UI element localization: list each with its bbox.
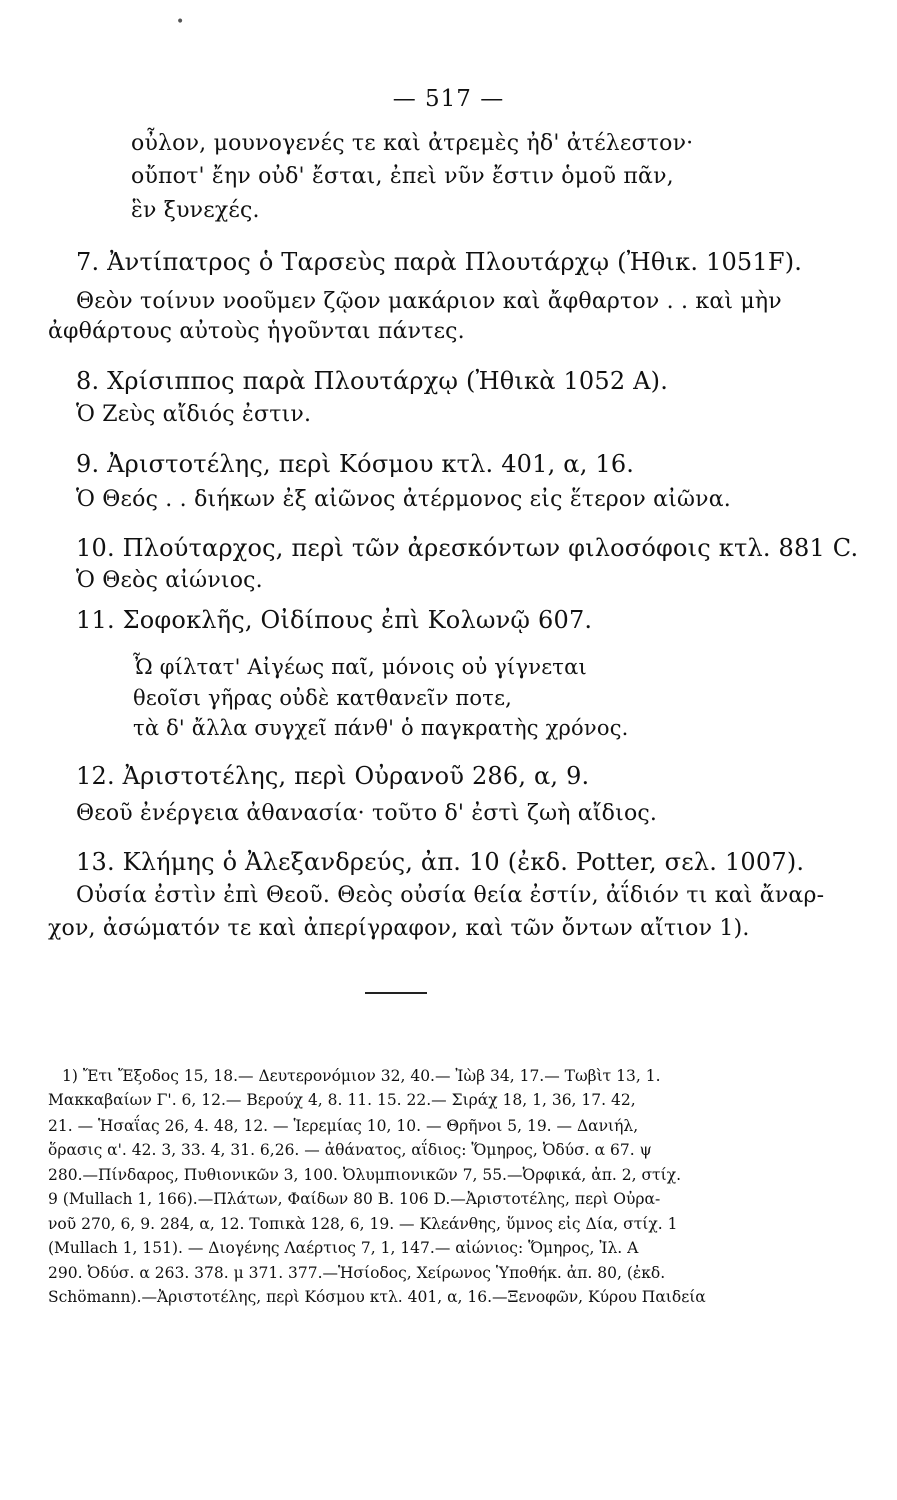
quote-line: τὰ δ' ἄλλα συγχεῖ πάνθ' ὁ παγκρατὴς χρόνος. [133,716,629,740]
verse-line: ἓν ξυνεχές. [131,198,260,223]
entry-text: Ὁ Ζεὺς αἴδιός ἐστιν. [76,402,312,427]
footnote-separator [365,992,427,994]
footnote-line: Schömann).—Ἀριστοτέλης, περὶ Κόσμου κτλ. 401, α, 16.—Ξενοφῶν, Κύρου Παιδεία [48,1288,706,1306]
footnote-line: νοῦ 270, 6, 9. 284, α, 12. Τοπικὰ 128, 6, 19. — Κλεάνθης, ὕμνος εἰς Δία, στίχ. 1 [48,1215,678,1233]
footnote-line: 290. Ὀδύσ. α 263. 378. μ 371. 377.—Ἡσίοδος, Χείρωνος Ὑποθήκ. ἀπ. 80, (ἐκδ. [48,1264,666,1282]
footnote-line: 280.—Πίνδαρος, Πυθιονικῶν 3, 100. Ὀλυμπιονικῶν 7, 55.—Ὀρφικά, ἀπ. 2, στίχ. [48,1166,682,1184]
entry-heading: 10. Πλούταρχος, περὶ τῶν ἀρεσκόντων φιλοσόφοις κτλ. 881 C. [76,534,859,562]
footnote-line: 9 (Mullach 1, 166).—Πλάτων, Φαίδων 80 B. 106 D.—Ἀριστοτέλης, περὶ Οὐρα- [48,1190,661,1208]
entry-text: Θεοῦ ἐνέργεια ἀθανασία· τοῦτο δ' ἐστὶ ζωὴ αἴδιος. [76,801,658,826]
footnote-line: 1) Ἔτι Ἔξοδος 15, 18.— Δευτερονόμιον 32, 40.— Ἰὼβ 34, 17.— Τωβὶτ 13, 1. [62,1067,661,1085]
entry-heading: 11. Σοφοκλῆς, Οἰδίπους ἐπὶ Κολωνῷ 607. [76,606,593,634]
entry-heading: 8. Χρίσιππος παρὰ Πλουτάρχῳ (Ἠθικὰ 1052 A). [76,367,669,395]
footnote-line: 21. — Ἡσαΐας 26, 4. 48, 12. — Ἱερεμίας 10, 10. — Θρῆνοι 5, 19. — Δανιήλ, [48,1117,639,1135]
verse-line: οὖλον, μουνογενές τε καὶ ἀτρεμὲς ἠδ' ἀτέλεστον· [131,131,694,156]
entry-text: Ὁ Θεὸς αἰώνιος. [76,568,263,593]
entry-text: ἀφθάρτους αὐτοὺς ἡγοῦνται πάντες. [48,319,465,344]
entry-heading: 9. Ἀριστοτέλης, περὶ Κόσμου κτλ. 401, α, 16. [76,450,635,478]
footnote-line: Μακκαβαίων Γ'. 6, 12.— Βερούχ 4, 8. 11. 15. 22.— Σιράχ 18, 1, 36, 17. 42, [48,1091,636,1109]
quote-line: θεοῖσι γῆρας οὐδὲ κατθανεῖν ποτε, [133,686,513,710]
scan-speck: • [176,14,185,30]
footnote-line: (Mullach 1, 151). — Διογένης Λαέρτιος 7, 1, 147.— αἰώνιος: Ὅμηρος, Ἰλ. A [48,1239,639,1257]
verse-line: οὔποτ' ἔην οὐδ' ἔσται, ἐπεὶ νῦν ἔστιν ὁμοῦ πᾶν, [131,164,674,189]
entry-text: Ὁ Θεός . . διήκων ἐξ αἰῶνος ἀτέρμονος εἰς ἕτερον αἰῶνα. [76,487,731,512]
entry-text: χον, ἀσώματόν τε καὶ ἀπερίγραφον, καὶ τῶν ὄντων αἴτιον 1). [48,916,750,941]
entry-heading: 7. Ἀντίπατρος ὁ Ταρσεὺς παρὰ Πλουτάρχῳ (Ἠθικ. 1051F). [76,248,803,276]
entry-heading: 12. Ἀριστοτέλης, περὶ Οὐρανοῦ 286, α, 9. [76,762,590,790]
entry-text: Θεὸν τοίνυν νοοῦμεν ζῷον μακάριον καὶ ἄφθαρτον . . καὶ μὴν [76,289,782,314]
footnote-line: ὅρασις α'. 42. 3, 33. 4, 31. 6,26. — ἀθάνατος, αΐδιος: Ὅμηρος, Ὀδύσ. α 67. ψ [48,1141,652,1159]
entry-heading: 13. Κλήμης ὁ Ἀλεξανδρεύς, ἀπ. 10 (ἐκδ. Potter, σελ. 1007). [76,848,805,876]
quote-line: Ὦ φίλτατ' Αἰγέως παῖ, μόνοις οὐ γίγνεται [133,655,587,679]
entry-text: Οὐσία ἐστὶν ἐπὶ Θεοῦ. Θεὸς οὐσία θεία ἐστίν, ἀΐδιόν τι καὶ ἄναρ- [76,883,825,908]
page-number: — 517 — [392,86,505,112]
